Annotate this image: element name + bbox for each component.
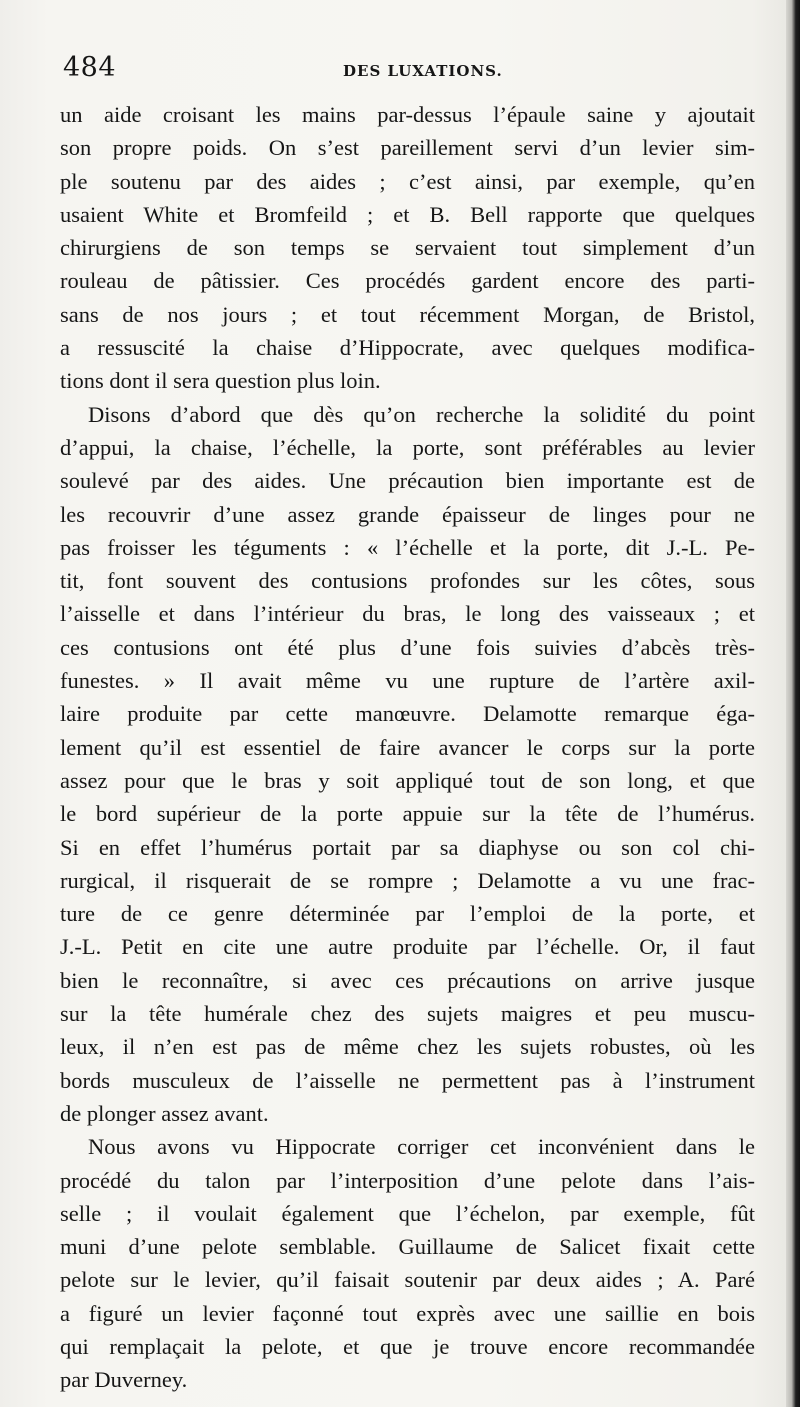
text-line: selle ; il voulait également que l’échelon, par exemple, fût xyxy=(60,1200,755,1226)
running-head: DES LUXATIONS. xyxy=(343,62,503,80)
text-line: ple soutenu par des aides ; c’est ainsi, par exemple, qu’en xyxy=(60,168,755,194)
page-header xyxy=(63,50,780,90)
text-line: Si en effet l’humérus portait par sa diaphyse ou son col chi- xyxy=(60,834,755,860)
text-line: assez pour que le bras y soit appliqué tout de son long, et que xyxy=(60,767,755,793)
text-line: a ressuscité la chaise d’Hippocrate, avec quelques modifica- xyxy=(60,335,755,361)
text-line: soulevé par des aides. Une précaution bien importante est de xyxy=(60,468,755,494)
text-line: sans de nos jours ; et tout récemment Morgan, de Bristol, xyxy=(60,301,755,327)
text-line: pelote sur le levier, qu’il faisait soutenir par deux aides ; A. Paré xyxy=(60,1267,755,1293)
text-line: de plonger assez avant. xyxy=(60,1100,269,1126)
text-line: Disons d’abord que dès qu’on recherche la solidité du point xyxy=(88,401,755,427)
text-line: ces contusions ont été plus d’une fois suivies d’abcès très- xyxy=(60,634,755,660)
text-line: leux, il n’en est pas de même chez les sujets robustes, où les xyxy=(60,1034,755,1060)
text-line: usaient White et Bromfeild ; et B. Bell rapporte que quelques xyxy=(60,201,755,227)
text-line: qui remplaçait la pelote, et que je trouve encore recommandée xyxy=(60,1333,755,1359)
text-line: pas froisser les téguments : « l’échelle et la porte, dit J.-L. Pe- xyxy=(60,534,755,560)
text-line: ture de ce genre déterminée par l’emploi de la porte, et xyxy=(60,901,755,927)
text-line: les recouvrir d’une assez grande épaisseur de linges pour ne xyxy=(60,501,755,527)
text-line: tit, font souvent des contusions profondes sur les côtes, sous xyxy=(60,568,755,594)
text-line: un aide croisant les mains par-dessus l’épaule saine y ajoutait xyxy=(60,102,755,127)
text-line: d’appui, la chaise, l’échelle, la porte, sont préférables au levier xyxy=(60,434,755,460)
page-number: 484 xyxy=(63,52,117,83)
text-line: a figuré un levier façonné tout exprès avec une saillie en bois xyxy=(60,1300,755,1326)
text-line: rurgical, il risquerait de se rompre ; Delamotte a vu une frac- xyxy=(60,867,755,893)
text-line: chirurgiens de son temps se servaient tout simplement d’un xyxy=(60,235,755,261)
text-line: muni d’une pelote semblable. Guillaume de Salicet fixait cette xyxy=(60,1234,755,1260)
text-line: bords musculeux de l’aisselle ne permettent pas à l’instrument xyxy=(60,1067,755,1093)
body-text xyxy=(60,98,755,1397)
text-line: funestes. » Il avait même vu une rupture de l’artère axil- xyxy=(60,668,755,694)
text-line: lement qu’il est essentiel de faire avancer le corps sur la porte xyxy=(60,734,755,760)
text-line: tions dont il sera question plus loin. xyxy=(60,368,381,394)
text-line: laire produite par cette manœuvre. Delamotte remarque éga- xyxy=(60,701,755,727)
text-line: le bord supérieur de la porte appuie sur la tête de l’humérus. xyxy=(60,801,755,827)
text-line: l’aisselle et dans l’intérieur du bras, le long des vaisseaux ; et xyxy=(60,601,755,627)
text-line: son propre poids. On s’est pareillement servi d’un levier sim- xyxy=(60,135,755,161)
text-line: sur la tête humérale chez des sujets maigres et peu muscu- xyxy=(60,1001,755,1027)
text-line: procédé du talon par l’interposition d’une pelote dans l’ais- xyxy=(60,1167,755,1193)
text-line: bien le reconnaître, si avec ces précautions on arrive jusque xyxy=(60,967,755,993)
text-line: rouleau de pâtissier. Ces procédés gardent encore des parti- xyxy=(60,268,755,294)
text-line: Nous avons vu Hippocrate corriger cet inconvénient dans le xyxy=(88,1134,755,1160)
page-edge-shadow xyxy=(786,0,800,1407)
text-line: J.-L. Petit en cite une autre produite par l’échelle. Or, il faut xyxy=(60,934,755,960)
text-line: par Duverney. xyxy=(60,1367,188,1393)
